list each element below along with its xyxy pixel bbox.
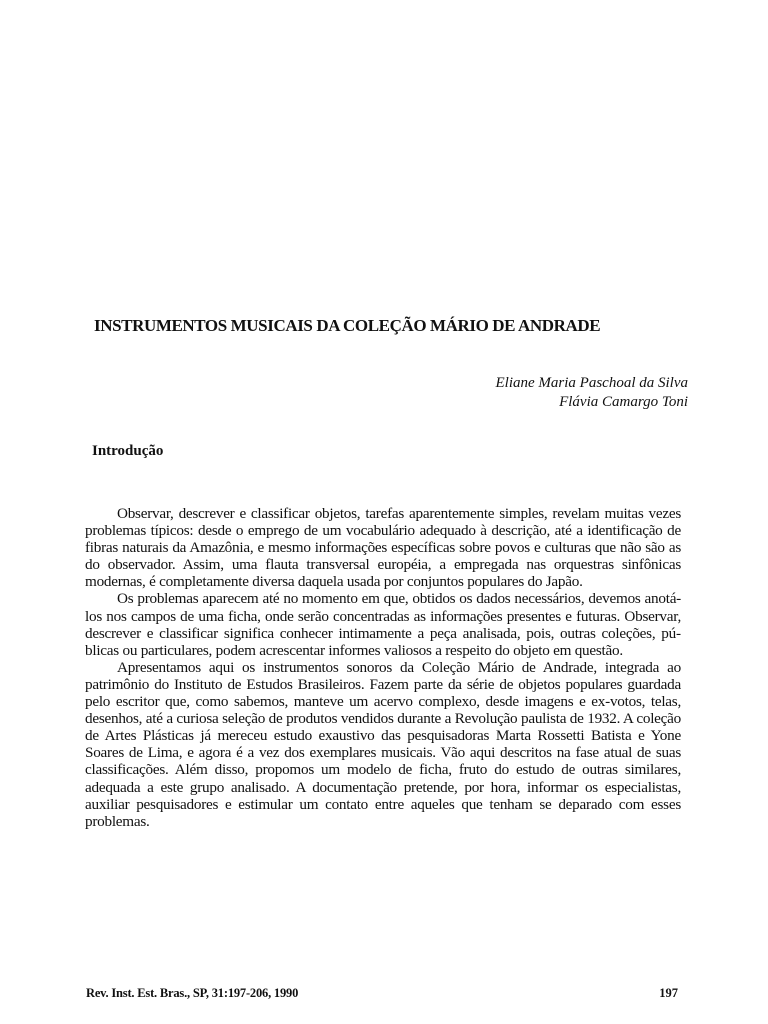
body-paragraph: Os problemas aparecem até no momento em que, obtidos os dados necessários, devemos anotá-los nos campos de uma ficha, onde serão concentradas as informações presentes e futuras. Observar, descrever e classificar significa conhecer intimamente a peça analisada, pois, outras coleções, públicas ou particulares, podem acrescentar informes valiosos a respeito do objeto em questão. xyxy=(85,590,681,659)
body-paragraph: Apresentamos aqui os instrumentos sonoros da Coleção Mário de Andrade, integrada ao patrimônio do Instituto de Estudos Brasileiros. Fazem parte da série de objetos populares guardada pelo escritor que, como sabemos, manteve um acervo complexo, desde imagens e ex-votos, telas, desenhos, até a curiosa seleção de produtos vendidos durante a Revolução paulista de 1932. A coleção de Artes Plásticas já mereceu estudo exaustivo das pesquisadoras Marta Rossetti Batista e Yone Soares de Lima, e agora é a vez dos exemplares musicais. Vão aqui descritos na fase atual de suas classificações. Além disso, propomos um modelo de ficha, fruto do estudo de outras similares, adequada a este grupo analisado. A documentação pretende, por hora, informar os especialistas, auxiliar pesquisadores e estimular um contato entre aqueles que tenham se deparado com esses problemas. xyxy=(85,658,681,830)
author-name: Flávia Camargo Toni xyxy=(559,394,688,410)
body-paragraph: Observar, descrever e classificar objetos, tarefas aparentemente simples, revelam muitas vezes problemas típicos: desde o emprego de um vocabulário adequado à descrição, até a identificação de fibras naturais da Amazônia, e mesmo informações específicas sobre povos e culturas que não são as do observador. Assim, uma flauta transversal européia, a empregada nas orquestras sinfônicas modernas, é completamente diversa daquela usada por conjuntos populares do Japão. xyxy=(85,505,681,591)
section-heading: Introdução xyxy=(92,443,164,459)
article-title: INSTRUMENTOS MUSICAIS DA COLEÇÃO MÁRIO DE ANDRADE xyxy=(94,316,601,335)
author-name: Eliane Maria Paschoal da Silva xyxy=(495,375,688,391)
author-list xyxy=(496,374,688,412)
page-number: 197 xyxy=(659,986,678,1000)
journal-citation: Rev. Inst. Est. Bras., SP, 31:197-206, 1990 xyxy=(86,986,299,1000)
article-body xyxy=(85,505,681,830)
